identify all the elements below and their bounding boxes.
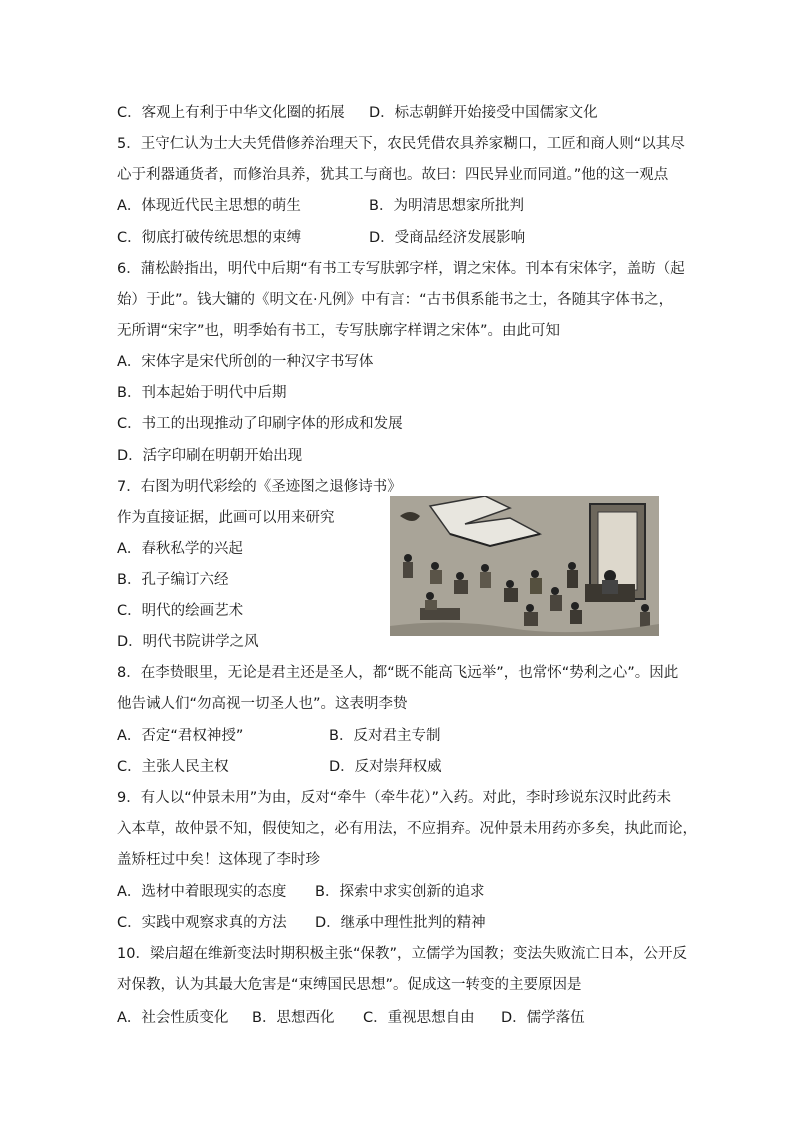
q10-stem-line-1: 10．梁启超在维新变法时期积极主张“保教”，立儒学为国教；变法失败流亡日本，公开反 — [117, 946, 687, 962]
q8-option-a[interactable]: A．否定“君权神授” — [117, 728, 244, 744]
q9-option-d[interactable]: D．继承中理性批判的精神 — [315, 915, 486, 931]
q4-option-c[interactable]: C．客观上有利于中华文化圈的拓展 — [117, 105, 345, 121]
q7-painting-image — [390, 496, 659, 636]
q5-option-b[interactable]: B．为明清思想家所批判 — [369, 198, 524, 214]
q7-stem-line-2: 作为直接证据，此画可以用来研究 — [117, 510, 335, 526]
q8-option-c[interactable]: C．主张人民主权 — [117, 759, 229, 775]
q5-option-a[interactable]: A．体现近代民主思想的萌生 — [117, 198, 301, 214]
q9-option-a[interactable]: A．选材中着眼现实的态度 — [117, 884, 287, 900]
q7-option-d[interactable]: D．明代书院讲学之风 — [117, 634, 259, 650]
q8-option-b[interactable]: B．反对君主专制 — [329, 728, 441, 744]
q8-stem-line-1: 8．在李贽眼里，无论是君主还是圣人，都“既不能高飞远举”，也常怀“势利之心”。因此 — [117, 665, 679, 681]
painting-svg — [390, 496, 659, 636]
q9-option-b[interactable]: B．探索中求实创新的追求 — [315, 884, 485, 900]
q7-option-c[interactable]: C．明代的绘画艺术 — [117, 603, 244, 619]
q5-stem-line-1: 5．王守仁认为士大夫凭借修养治理天下，农民凭借农具养家糊口，工匠和商人则“以其尽 — [117, 136, 685, 152]
q10-option-c[interactable]: C．重视思想自由 — [363, 1010, 475, 1026]
q4-option-d[interactable]: D．标志朝鲜开始接受中国儒家文化 — [369, 105, 598, 121]
q10-stem-line-2: 对保教，认为其最大危害是“束缚国民思想”。促成这一转变的主要原因是 — [117, 977, 582, 993]
q9-stem-line-1: 9．有人以“仲景未用”为由，反对“牵牛（牵牛花）”入药。对此，李时珍说东汉时此药未 — [117, 790, 672, 806]
q7-option-b[interactable]: B．孔子编订六经 — [117, 572, 229, 588]
q5-stem-line-2: 心于利器通货者，而修治具养，犹其工与商也。故曰：四民异业而同道。”他的这一观点 — [117, 167, 669, 183]
q6-stem-line-3: 无所谓“宋字”也，明季始有书工，专写肤廓字样谓之宋体”。由此可知 — [117, 323, 561, 339]
q8-option-d[interactable]: D．反对崇拜权威 — [329, 759, 442, 775]
q6-stem-line-2: 始）于此”。钱大镛的《明文在·凡例》中有言：“古书俱系能书之士，各随其字体书之， — [117, 292, 674, 308]
q10-option-a[interactable]: A．社会性质变化 — [117, 1010, 229, 1026]
q6-stem-line-1: 6．蒲松龄指出，明代中后期“有书工专写肤郭字样，谓之宋体。刊本有宋体字，盖昉（起 — [117, 261, 685, 277]
q6-option-b[interactable]: B．刊本起始于明代中后期 — [117, 385, 287, 401]
q5-option-d[interactable]: D．受商品经济发展影响 — [369, 230, 526, 246]
q10-option-b[interactable]: B．思想西化 — [252, 1010, 335, 1026]
q7-option-a[interactable]: A．春秋私学的兴起 — [117, 541, 243, 557]
q6-option-a[interactable]: A．宋体字是宋代所创的一种汉字书写体 — [117, 354, 374, 370]
q8-stem-line-2: 他告诫人们“勿高视一切圣人也”。这表明李贽 — [117, 696, 408, 712]
q7-stem-line-1: 7．右图为明代彩绘的《圣迹图之退修诗书》 — [117, 479, 402, 495]
q10-option-d[interactable]: D．儒学落伍 — [501, 1010, 585, 1026]
q9-stem-line-3: 盖矫枉过中矣！这体现了李时珍 — [117, 852, 320, 868]
q6-option-d[interactable]: D．活字印刷在明朝开始出现 — [117, 448, 303, 464]
q6-option-c[interactable]: C．书工的出现推动了印刷字体的形成和发展 — [117, 416, 403, 432]
q9-stem-line-2: 入本草，故仲景不知，假使知之，必有用法，不应捐弃。况仲景未用药亦多矣，执此而论， — [117, 821, 697, 837]
q9-option-c[interactable]: C．实践中观察求真的方法 — [117, 915, 287, 931]
q5-option-c[interactable]: C．彻底打破传统思想的束缚 — [117, 230, 302, 246]
